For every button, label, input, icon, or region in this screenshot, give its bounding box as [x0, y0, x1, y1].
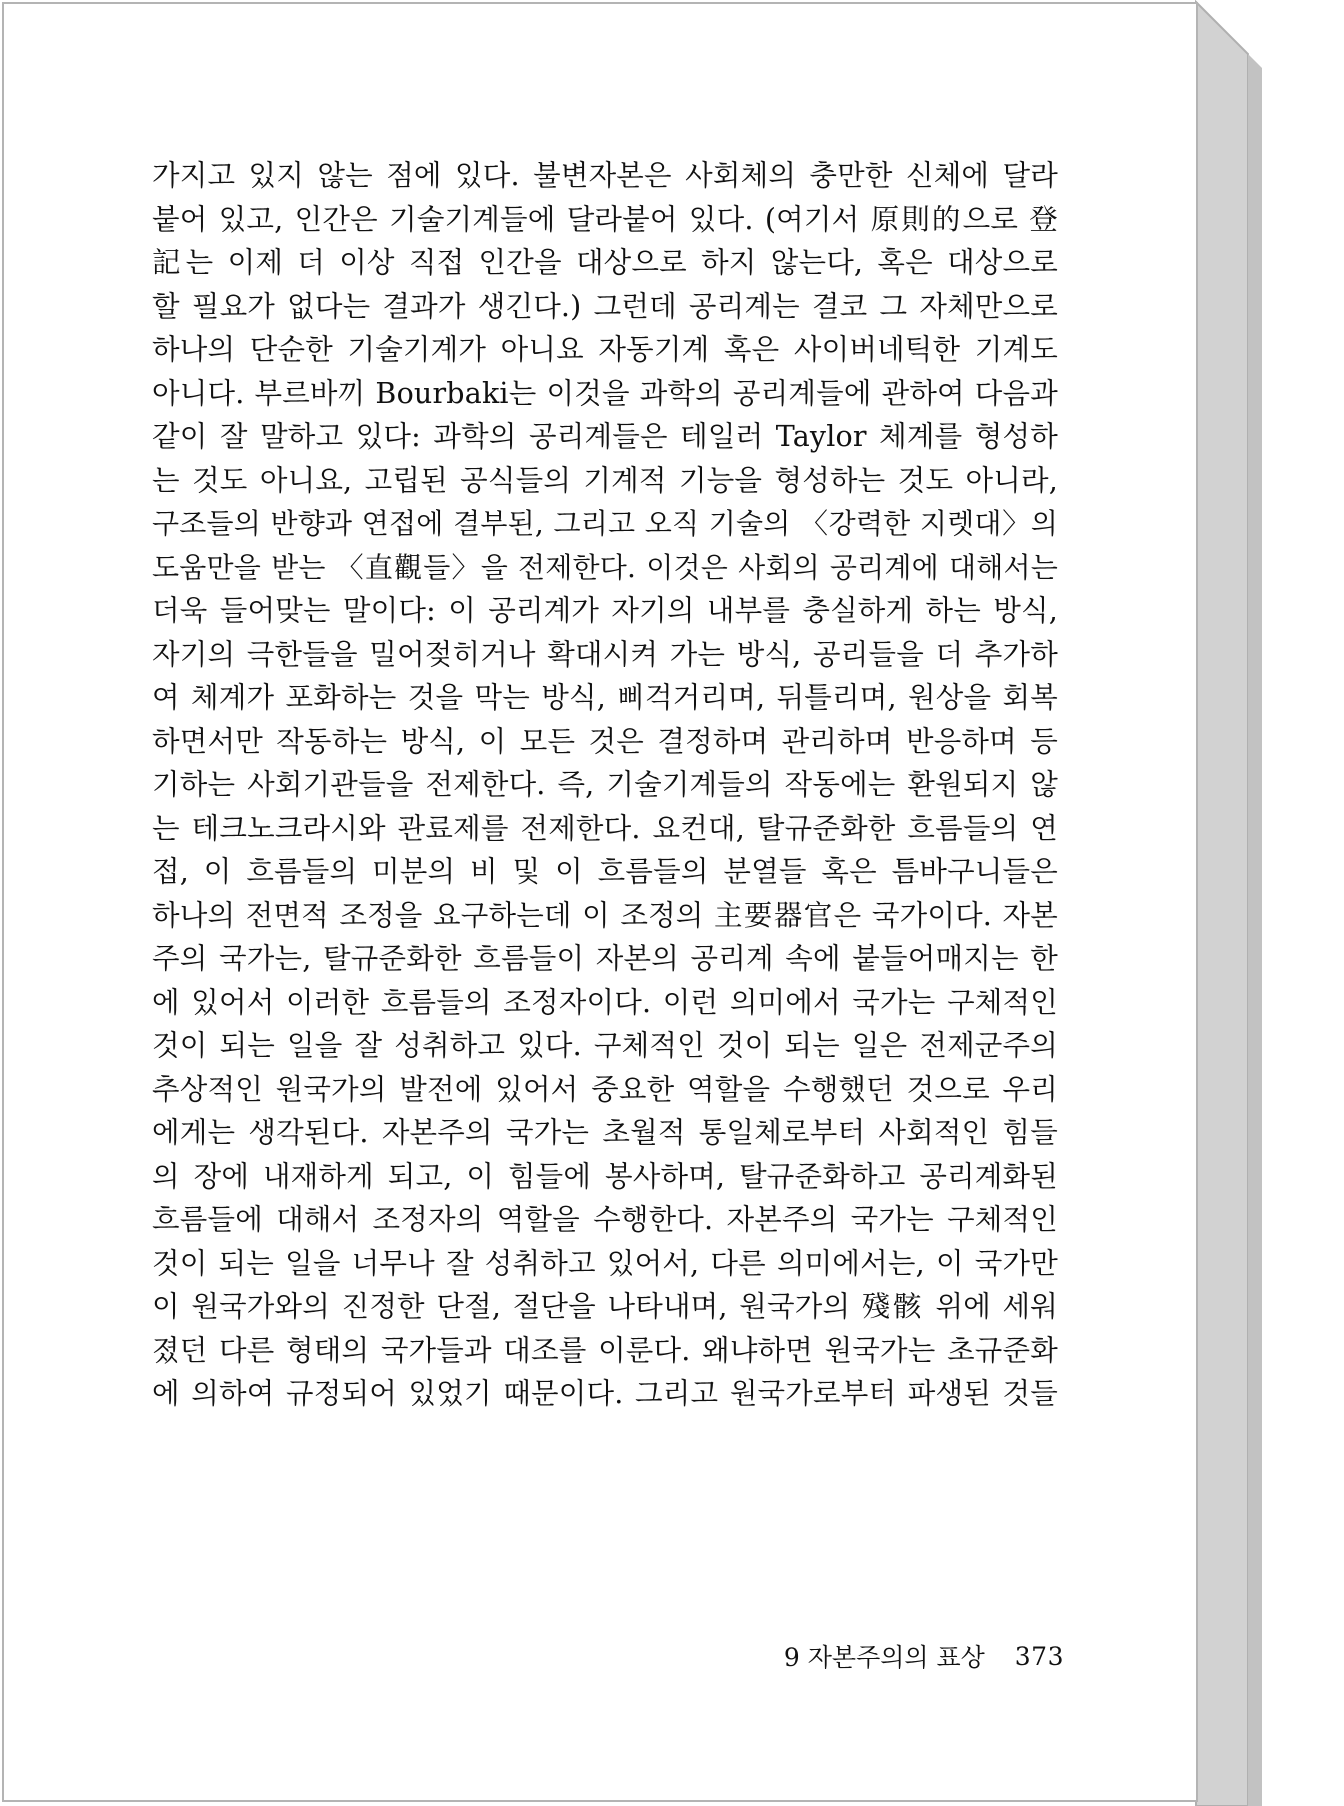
text-line: 기하는 사회기관들을 전제한다. 즉, 기술기계들의 작동에는 환원되지 않 [152, 768, 1058, 801]
text-line: 도움만을 받는 〈直觀들〉을 전제한다. 이것은 사회의 공리계에 대해서는 [152, 550, 1058, 584]
text-line: 것이 되는 일을 너무나 잘 성취하고 있어서, 다른 의미에서는, 이 국가만 [152, 1246, 1058, 1280]
text-line: 흐름들에 대해서 조정자의 역할을 수행한다. 자본주의 국가는 구체적인 [152, 1203, 1058, 1236]
text-line: 추상적인 원국가의 발전에 있어서 중요한 역할을 수행했던 것으로 우리 [152, 1072, 1058, 1106]
text-line: 자기의 극한들을 밀어젖히거나 확대시켜 가는 방식, 공리들을 더 추가하 [152, 637, 1058, 671]
text-line: 가지고 있지 않는 점에 있다. 불변자본은 사회체의 충만한 신체에 달라 [152, 159, 1058, 192]
text-line: 붙어 있고, 인간은 기술기계들에 달라붙어 있다. (여기서 原則的으로 登 [152, 202, 1058, 236]
text-line: 여 체계가 포화하는 것을 막는 방식, 삐걱거리며, 뒤틀리며, 원상을 회복 [152, 681, 1058, 714]
text-line: 에게는 생각된다. 자본주의 국가는 초월적 통일체로부터 사회적인 힘들 [152, 1116, 1058, 1149]
text-line: 같이 잘 말하고 있다: 과학의 공리계들은 테일러 Taylor 체계를 형성하 [152, 420, 1058, 453]
page-number: 373 [1014, 1641, 1064, 1671]
text-line: 의 장에 내재하게 되고, 이 힘들에 봉사하며, 탈규준화하고 공리계화된 [152, 1159, 1058, 1193]
text-line: 접, 이 흐름들의 미분의 비 및 이 흐름들의 분열들 혹은 틈바구니들은 [152, 855, 1058, 888]
text-line: 에 의하여 규정되어 있었기 때문이다. 그리고 원국가로부터 파생된 것들 [152, 1377, 1058, 1410]
text-line: 하나의 단순한 기술기계가 아니요 자동기계 혹은 사이버네틱한 기계도 [152, 333, 1058, 366]
page-footer [704, 1636, 1064, 1676]
text-line: 記는 이제 더 이상 직접 인간을 대상으로 하지 않는다, 혹은 대상으로 [152, 246, 1058, 279]
text-line: 하면서만 작동하는 방식, 이 모든 것은 결정하며 관리하며 반응하며 등 [152, 724, 1058, 758]
text-line: 졌던 다른 형태의 국가들과 대조를 이룬다. 왜냐하면 원국가는 초규준화 [152, 1333, 1058, 1367]
text-line: 할 필요가 없다는 결과가 생긴다.) 그런데 공리계는 결코 그 자체만으로 [152, 289, 1058, 323]
text-line: 더욱 들어맞는 말이다: 이 공리계가 자기의 내부를 충실하게 하는 방식, [152, 594, 1058, 627]
text-line: 에 있어서 이러한 흐름들의 조정자이다. 이런 의미에서 국가는 구체적인 [152, 985, 1058, 1019]
book-page [2, 2, 1198, 1802]
text-line: 는 것도 아니요, 고립된 공식들의 기계적 기능을 형성하는 것도 아니라, [152, 463, 1058, 497]
text-line: 이 원국가와의 진정한 단절, 절단을 나타내며, 원국가의 殘骸 위에 세워 [152, 1290, 1058, 1323]
text-line: 아니다. 부르바끼 Bourbaki는 이것을 과학의 공리계들에 관하여 다음과 [152, 376, 1058, 410]
text-line: 것이 되는 일을 잘 성취하고 있다. 구체적인 것이 되는 일은 전제군주의 [152, 1029, 1058, 1062]
text-line: 는 테크노크라시와 관료제를 전제한다. 요컨대, 탈규준화한 흐름들의 연 [152, 811, 1058, 845]
text-line: 하나의 전면적 조정을 요구하는데 이 조정의 主要器官은 국가이다. 자본 [152, 898, 1058, 932]
text-line: 구조들의 반향과 연접에 결부된, 그리고 오직 기술의 〈강력한 지렛대〉의 [152, 507, 1058, 540]
body-text [152, 154, 1058, 1416]
running-head: 9 자본주의의 표상 [783, 1643, 985, 1672]
text-line: 주의 국가는, 탈규준화한 흐름들이 자본의 공리계 속에 붙들어매지는 한 [152, 942, 1058, 975]
